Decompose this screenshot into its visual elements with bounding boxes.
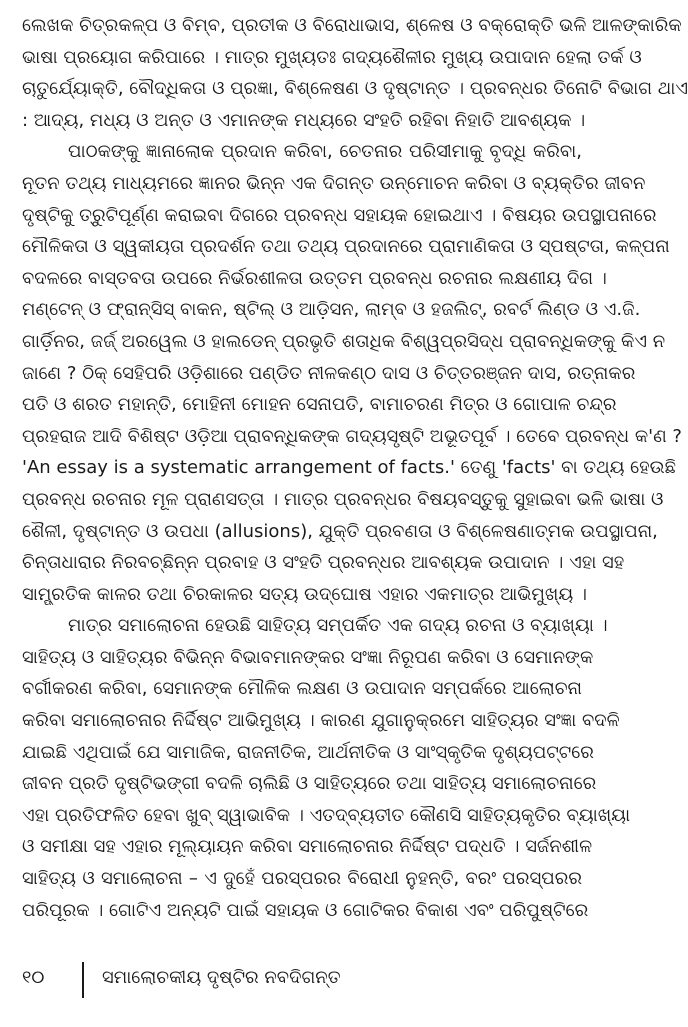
footer-divider (82, 962, 84, 998)
text-line: ଜୀବନ ପ୍ରତି ଦୃଷ୍ଟିଭଙ୍ଗୀ ବଦଳି ଚାଲିଛି ଓ ସାହିତ୍ୟରେ ତଥା ସାହିତ୍ୟ ସମାଲୋଚନାରେ (22, 773, 597, 795)
text-line: ସାହିତ୍ୟ ଓ ସମାଲୋଚନା – ଏ ଦୁହେଁ ପରସ୍ପରର ବିରୋଧୀ ନୁହନ୍ତି, ବରଂ ପରସ୍ପରର (22, 868, 582, 890)
text-line: ଚାତୁର୍ଯ୍ୟୋକ୍ତି, ବୌଦ୍ଧିକତା ଓ ପ୍ରଜ୍ଞା, ବିଶ୍ଳେଷଣ ଓ ଦୃଷ୍ଟାନ୍ତ । ପ୍ରବନ୍ଧର ତିନୋଟି ବିଭାଗ ଥାଏ (22, 78, 688, 100)
text-line: ନୂତନ ତଥ୍ୟ ମାଧ୍ୟମରେ ଜ୍ଞାନର ଭିନ୍ନ ଏକ ଦିଗନ୍ତ ଉନ୍ମୋଚନ କରିବା ଓ ବ୍ୟକ୍ତିର ଜୀବନ (22, 172, 646, 194)
text-line: ବଦଳରେ ବାସ୍ତବତା ଉପରେ ନିର୍ଭରଶୀଳତା ଉତ୍ତମ ପ୍ରବନ୍ଧ ରଚନାର ଲକ୍ଷଣୀୟ ଦିଗ । (22, 267, 607, 289)
text-line: ଜାଣେ ? ଠିକ୍ ସେହିପରି ଓଡ଼ିଶାରେ ପଣ୍ଡିତ ନୀଳକଣ୍ଠ ଦାସ ଓ ଚିତ୍ତରଞ୍ଜନ ଦାସ, ରତ୍ନାକର (22, 362, 636, 384)
text-line-english-quote: 'An essay is a systematic arrangement of facts.' ତେଣୁ 'facts' ବା ତଥ୍ୟ ହେଉଛି (22, 457, 677, 479)
paragraph-first-line: ପାଠକଙ୍କୁ ଜ୍ଞାନାଲୋକ ପ୍ରଦାନ କରିବା, ଚେତନାର ପରିସୀମାକୁ ବୃଦ୍ଧି କରିବା, (68, 141, 582, 163)
text-line: ବର୍ଗୀକରଣ କରିବା, ସେମାନଙ୍କ ମୌଳିକ ଲକ୍ଷଣ ଓ ଉପାଦାନ ସମ୍ପର୍କରେ ଆଲୋଚନା (22, 678, 582, 700)
text-line: ଚିନ୍ତାଧାରାର ନିରବଚ୍ଛିନ୍ନ ପ୍ରବାହ ଓ ସଂହତି ପ୍ରବନ୍ଧର ଆବଶ୍ୟକ ଉପାଦାନ । ଏହା ସହ (22, 552, 625, 574)
text-line: ଗାର୍ଡ଼ିନର, ଜର୍ଜ୍ ଅରୱେଲ ଓ ହାଲଡେନ୍ ପ୍ରଭୃତି ଶତାଧିକ ବିଶ୍ୱପ୍ରସିଦ୍ଧ ପ୍ରାବନ୍ଧିକଙ୍କୁ କିଏ ନ (22, 330, 666, 352)
text-line: ଏହା ପ୍ରତିଫଳିତ ହେବା ଖୁବ୍ ସ୍ୱାଭାବିକ । ଏତଦ୍‌ବ୍ୟତୀତ କୌଣସି ସାହିତ୍ୟକୃତିର ବ୍ୟାଖ୍ୟା (22, 804, 631, 826)
paragraph-first-line: ମାତ୍ର ସମାଲୋଚନା ହେଉଛି ସାହିତ୍ୟ ସମ୍ପର୍କିତ ଏକ ଗଦ୍ୟ ରଚନା ଓ ବ୍ୟାଖ୍ୟା । (68, 615, 608, 637)
text-line: ପରିପୂରକ । ଗୋଟିଏ ଅନ୍ୟଟି ପାଇଁ ସହାୟକ ଓ ଗୋଟିକର ବିକାଶ ଏବଂ ପରିପୁଷ୍ଟିରେ (22, 899, 589, 921)
text-line: ଭାଷା ପ୍ରୟୋଗ କରିପାରେ । ମାତ୍ର ମୁଖ୍ୟତଃ ଗଦ୍ୟଶୈଳୀର ମୁଖ୍ୟ ଉପାଦାନ ହେଲା ତର୍କ ଓ (22, 46, 642, 68)
text-line: ପ୍ରହରାଜ ଆଦି ବିଶିଷ୍ଟ ଓଡ଼ିଆ ପ୍ରାବନ୍ଧିକଙ୍କ ଗଦ୍ୟସୃଷ୍ଟି ଅଭୂତପୂର୍ବ । ତେବେ ପ୍ରବନ୍ଧ କ'ଣ ? (22, 425, 682, 447)
text-line: କରିବା ସମାଲୋଚନାର ନିର୍ଦ୍ଦିଷ୍ଟ ଆଭିମୁଖ୍ୟ । କାରଣ ଯୁଗାନୁକ୍ରମେ ସାହିତ୍ୟର ସଂଜ୍ଞା ବଦଳି (22, 710, 620, 732)
running-title: ସମାଲୋଚକୀୟ ଦୃଷ୍ଟିର ନବଦିଗନ୍ତ (102, 967, 341, 988)
text-line: ଶୈଳୀ, ଦୃଷ୍ଟାନ୍ତ ଓ ଉପଧା (allusions), ଯୁକ୍ତି ପ୍ରବଣତା ଓ ବିଶ୍ଳେଷଣାତ୍ମକ ଉପସ୍ଥାପନା, (22, 520, 658, 542)
text-line: ଦୃଷ୍ଟିକୁ ତ୍ରୁଟିପୂର୍ଣ୍ଣ କରାଇବା ଦିଗରେ ପ୍ରବନ୍ଧ ସହାୟକ ହୋଇଥାଏ । ବିଷୟର ଉପସ୍ଥାପନାରେ (22, 204, 657, 226)
text-line: ସାମ୍ପ୍ରତିକ କାଳର ତଥା ଚିରକାଳର ସତ୍ୟ ଉଦ୍‌ଘୋଷ ଏହାର ଏକମାତ୍ର ଆଭିମୁଖ୍ୟ । (22, 583, 588, 605)
text-line: ଲେଖକ ଚିତ୍ରକଳ୍ପ ଓ ବିମ୍ବ, ପ୍ରତୀକ ଓ ବିରୋଧାଭାସ, ଶ୍ଳେଷ ଓ ବକ୍ରୋକ୍ତି ଭଳି ଆଳଙ୍କାରିକ (22, 15, 682, 36)
text-line: ମୌଳିକତା ଓ ସ୍ୱକୀୟତା ପ୍ରଦର୍ଶନ ତଥା ତଥ୍ୟ ପ୍ରଦାନରେ ପ୍ରାମାଣିକତା ଓ ସ୍ପଷ୍ଟତା, କଳ୍ପନା (22, 236, 670, 258)
text-line: ଯାଇଛି ଏଥିପାଇଁ ଯେ ସାମାଜିକ, ରାଜନୀତିକ, ଆର୍ଥନୀତିକ ଓ ସାଂସ୍କୃତିକ ଦୃଶ୍ୟପଟ୍ଟରେ (22, 741, 594, 763)
text-line: ମଣ୍ଟେନ୍ ଓ ଫ୍ରାନ୍ସିସ୍ ବାକନ, ଷ୍ଟିଲ୍ ଓ ଆଡ଼ିସନ, ଲାମ୍ବ ଓ ହଜଲିଟ୍, ରବର୍ଟ ଲିଣ୍ଡ ଓ ଏ.ଜି. (22, 299, 641, 321)
text-line: ସାହିତ୍ୟ ଓ ସାହିତ୍ୟର ବିଭିନ୍ନ ବିଭାବମାନଙ୍କର ସଂଜ୍ଞା ନିରୂପଣ କରିବା ଓ ସେମାନଙ୍କ (22, 646, 594, 668)
text-line: : ଆଦ୍ୟ, ମଧ୍ୟ ଓ ଅନ୍ତ ଓ ଏମାନଙ୍କ ମଧ୍ୟରେ ସଂହତି ରହିବା ନିହାତି ଆବଶ୍ୟକ । (22, 109, 586, 131)
text-line: ପ୍ରବନ୍ଧ ରଚନାର ମୂଳ ପ୍ରାଣସତ୍ତା । ମାତ୍ର ପ୍ରବନ୍ଧର ବିଷୟବସ୍ତୁକୁ ସୁହାଇବା ଭଳି ଭାଷା ଓ (22, 488, 664, 510)
body-text (22, 10, 688, 926)
text-line: ପତି ଓ ଶରତ ମହାନ୍ତି, ମୋହିନୀ ମୋହନ ସେନାପତି, ବାମାଚରଣ ମିତ୍ର ଓ ଗୋପାଳ ଚନ୍ଦ୍ର (22, 394, 617, 416)
page-footer (0, 962, 600, 994)
text-line: ଓ ସମୀକ୍ଷା ସହ ଏହାର ମୂଲ୍ୟାୟନ କରିବା ସମାଲୋଚନାର ନିର୍ଦ୍ଦିଷ୍ଟ ପଦ୍ଧତି । ସର୍ଜନଶୀଳ (22, 836, 593, 858)
page-number: ୧୦ (22, 967, 45, 988)
